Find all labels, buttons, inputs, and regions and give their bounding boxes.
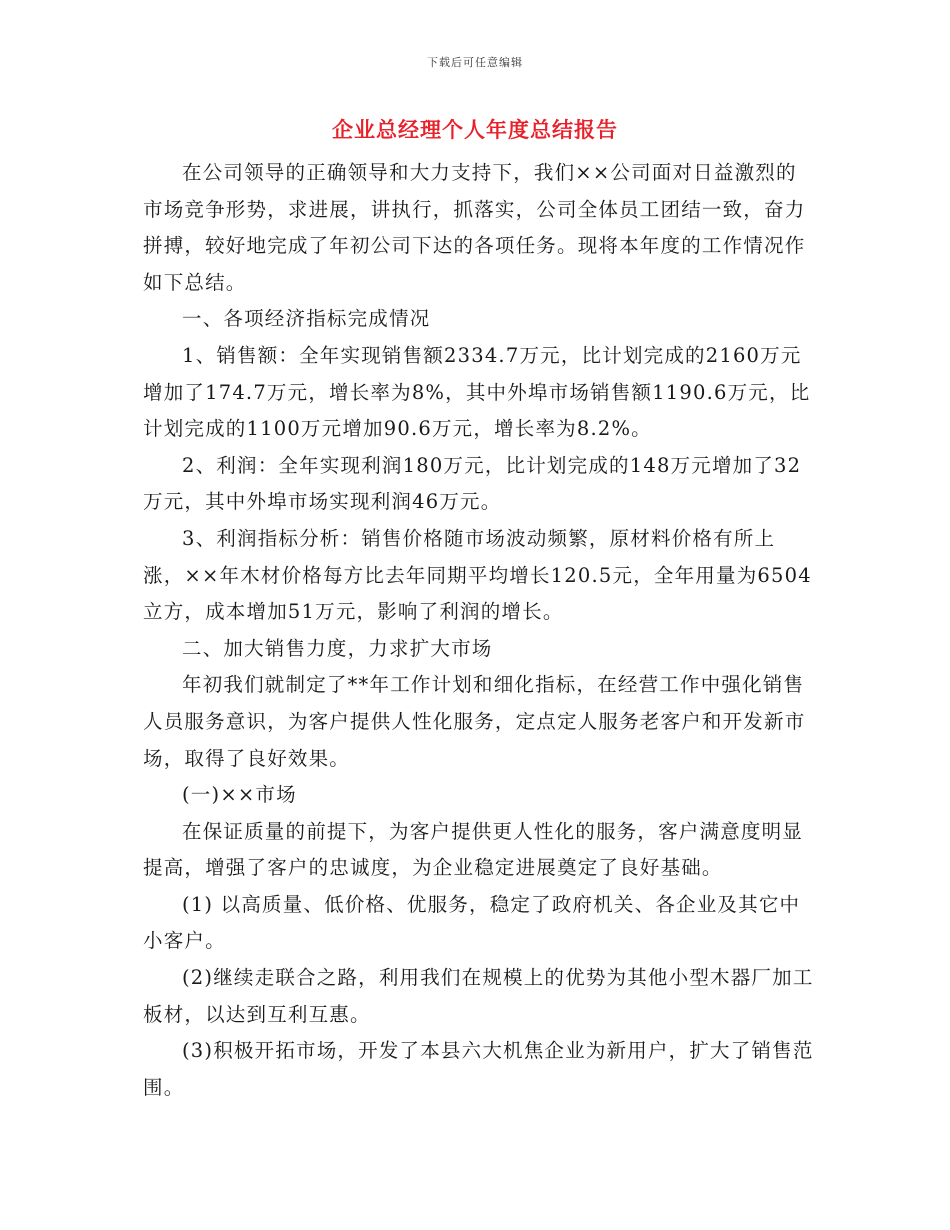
list-item-2: (2)继续走联合之路，利用我们在规模上的优势为其他小型木器厂加工板材，以达到互利互惠。 [143,966,814,1026]
document-title: 企业总经理个人年度总结报告 [332,117,618,142]
paragraph-service: 在保证质量的前提下，为客户提供更人性化的服务，客户满意度明显提高，增强了客户的忠诚度，为企业稳定进展奠定了良好基础。 [143,819,804,880]
subsection-heading-market: (一)××市场 [182,783,297,807]
paragraph-plan: 年初我们就制定了**年工作计划和细化指标，在经营工作中强化销售人员服务意识，为客户提供人性化服务，定点定人服务老客户和开发新市场，取得了良好效果。 [143,673,806,770]
paragraph-profit-analysis: 3、利润指标分析：销售价格随市场波动频繁，原材料价格有所上涨，××年木材价格每方比去年同期平均增长120.5元，全年用量为6504立方，成本增加51万元，影响了利润的增长。 [143,526,812,624]
section-heading-economic-indicators: 一、各项经济指标完成情况 [182,307,431,331]
list-item-3: (3)积极开拓市场，开发了本县六大机焦企业为新用户，扩大了销售范围。 [143,1039,814,1099]
document-body [143,155,815,1106]
section-heading-sales-expansion: 二、加大销售力度，力求扩大市场 [182,636,493,660]
paragraph-sales: 1、销售额：全年实现销售额2334.7万元，比计划完成的2160万元增加了174.7万元，增长率为8%，其中外埠市场销售额1190.6万元，比计划完成的1100万元增加90.6万元，增长率为8.2%。 [143,343,811,441]
paragraph-intro: 在公司领导的正确领导和大力支持下，我们××公司面对日益激烈的市场竞争形势，求进展，讲执行，抓落实，公司全体员工团结一致，奋力拼搏，较好地完成了年初公司下达的各项任务。现将本年度的工作情况作如下总结。 [143,161,806,294]
list-item-1: (1) 以高质量、低价格、优服务，稳定了政府机关、各企业及其它中小客户。 [143,892,801,953]
header-note: 下载后可任意编辑 [427,56,523,69]
paragraph-profit: 2、利润：全年实现利润180万元，比计划完成的148万元增加了32万元，其中外埠市场实现利润46万元。 [143,453,802,514]
